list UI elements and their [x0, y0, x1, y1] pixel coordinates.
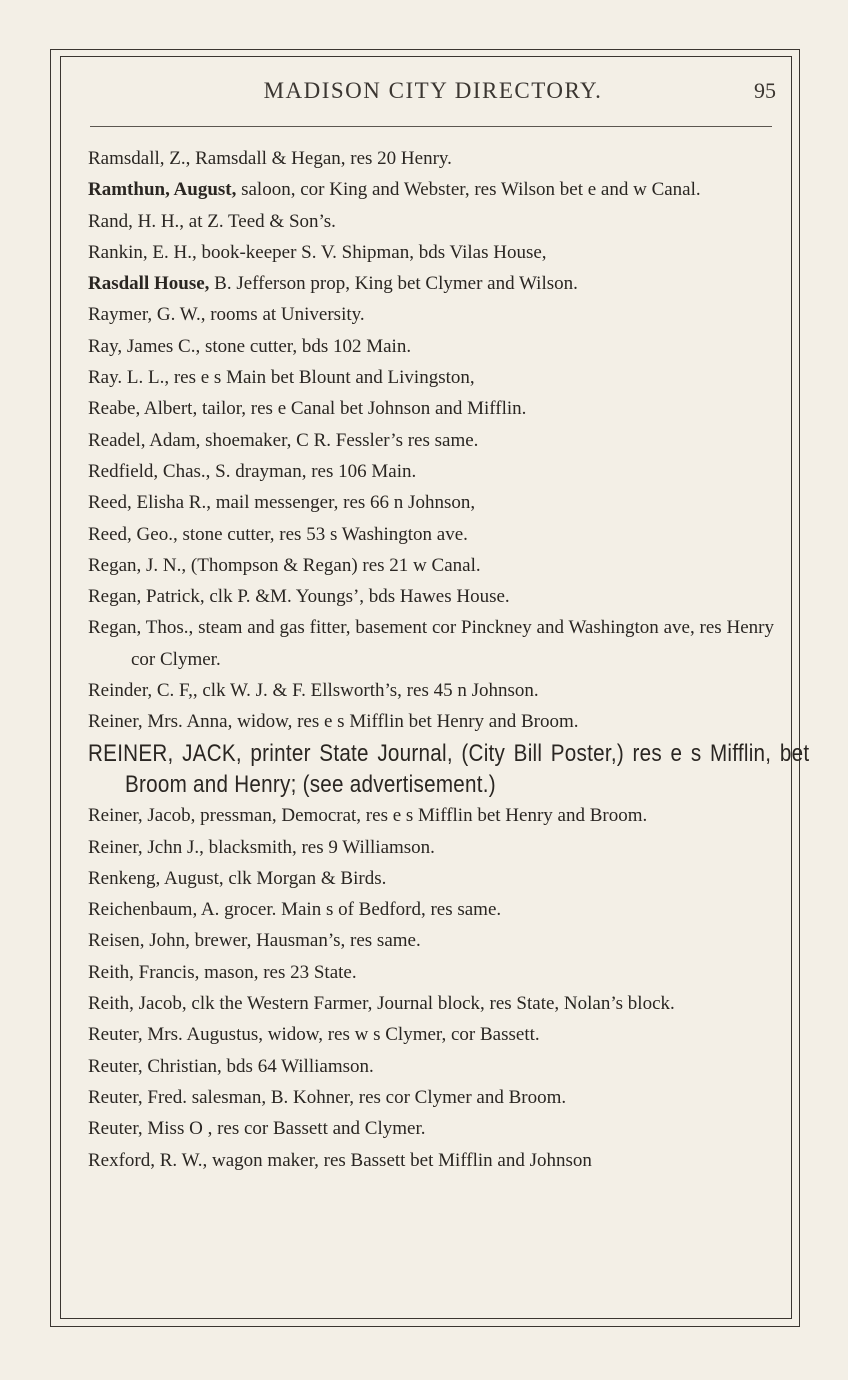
directory-entry [88, 832, 774, 863]
entry-text: Reed, Elisha R., mail messenger, res 66 n Johnson, [88, 492, 476, 514]
directory-entry [88, 894, 774, 925]
directory-entry [88, 1082, 774, 1113]
outer-border-bottom [50, 1326, 800, 1327]
entry-text: Redfield, Chas., S. drayman, res 106 Main. [88, 460, 417, 482]
entry-text: Reuter, Mrs. Augustus, widow, res w s Clymer, cor Bassett. [88, 1024, 540, 1046]
directory-entry [88, 362, 774, 393]
directory-entry [88, 268, 774, 299]
entry-text: Regan, Thos., steam and gas fitter, basement cor Pinckney and Washington ave, res Henry cor Clymer. [88, 617, 774, 670]
entry-business-name: Ramthun, August, [88, 179, 237, 201]
page-header [90, 78, 776, 110]
directory-entry [88, 800, 774, 831]
directory-entry [88, 487, 774, 518]
directory-entry [88, 925, 774, 956]
inner-border-left [60, 56, 61, 1318]
directory-entry [88, 393, 774, 424]
entry-text: saloon, cor King and Webster, res Wilson bet e and w Canal. [236, 179, 701, 201]
directory-entries [88, 143, 810, 1176]
entry-text: Reinder, C. F,, clk W. J. & F. Ellsworth’s, res 45 n Johnson. [88, 680, 539, 702]
entry-text: Reith, Francis, mason, res 23 State. [88, 961, 357, 983]
entry-text: Reiner, Jacob, pressman, Democrat, res e s Mifflin bet Henry and Broom. [88, 805, 648, 827]
directory-entry [88, 1113, 774, 1144]
entry-text: REINER, JACK, printer State Journal, (City Bill Poster,) res e s Mifflin, bet Broom and Henry; (see advertisement.) [88, 739, 810, 798]
entry-text: Raymer, G. W., rooms at University. [88, 304, 365, 326]
inner-border-top [60, 56, 792, 57]
entry-text: Reiner, Mrs. Anna, widow, res e s Mifflin bet Henry and Broom. [88, 711, 579, 733]
outer-border-right [799, 49, 800, 1326]
directory-entry [88, 1019, 774, 1050]
directory-entry [88, 143, 774, 174]
entry-text: Regan, Patrick, clk P. &M. Youngs’, bds Hawes House. [88, 586, 510, 608]
directory-entry [88, 331, 774, 362]
directory-entry [88, 237, 774, 268]
entry-text: Reith, Jacob, clk the Western Farmer, Journal block, res State, Nolan’s block. [88, 993, 675, 1015]
entry-business-name: Rasdall House, [88, 273, 210, 295]
entry-text: Reuter, Christian, bds 64 Williamson. [88, 1055, 374, 1077]
entry-text: Reiner, Jchn J., blacksmith, res 9 Williamson. [88, 836, 435, 858]
entry-text: Reisen, John, brewer, Hausman’s, res same. [88, 930, 421, 952]
directory-entry [88, 612, 774, 675]
directory-entry [88, 519, 774, 550]
entry-text: Rankin, E. H., book-keeper S. V. Shipman, bds Vilas House, [88, 241, 547, 263]
directory-entry [88, 299, 774, 330]
header-divider [90, 126, 772, 127]
entry-text: Reuter, Miss O , res cor Bassett and Clymer. [88, 1118, 426, 1140]
directory-entry [88, 988, 774, 1019]
directory-entry [88, 206, 774, 237]
entry-text: Rexford, R. W., wagon maker, res Bassett bet Mifflin and Johnson [88, 1149, 592, 1171]
directory-entry [88, 174, 774, 205]
directory-entry [88, 1051, 774, 1082]
directory-entry [88, 957, 774, 988]
entry-text: Reed, Geo., stone cutter, res 53 s Washington ave. [88, 523, 468, 545]
directory-entry [88, 581, 774, 612]
directory-entry [88, 1145, 774, 1176]
directory-entry [88, 456, 774, 487]
outer-border-top [50, 49, 800, 50]
inner-border-bottom [60, 1318, 792, 1319]
outer-border-left [50, 49, 51, 1326]
entry-text: Renkeng, August, clk Morgan & Birds. [88, 867, 387, 889]
entry-text: Readel, Adam, shoemaker, C R. Fessler’s res same. [88, 429, 479, 451]
entry-text: Rand, H. H., at Z. Teed & Son’s. [88, 210, 336, 232]
entry-text: Reabe, Albert, tailor, res e Canal bet Johnson and Mifflin. [88, 398, 527, 420]
directory-entry [88, 863, 774, 894]
entry-text: Reuter, Fred. salesman, B. Kohner, res cor Clymer and Broom. [88, 1086, 567, 1108]
entry-text: Ramsdall, Z., Ramsdall & Hegan, res 20 Henry. [88, 148, 452, 169]
entry-text: Regan, J. N., (Thompson & Regan) res 21 w Canal. [88, 554, 481, 576]
entry-text: Ray, James C., stone cutter, bds 102 Main. [88, 335, 412, 357]
entry-text: Ray. L. L., res e s Main bet Blount and Livingston, [88, 367, 475, 389]
entry-text: Reichenbaum, A. grocer. Main s of Bedford, res same. [88, 899, 502, 921]
directory-entry-advertisement [88, 738, 809, 801]
directory-entry [88, 706, 774, 737]
entry-text: B. Jefferson prop, King bet Clymer and Wilson. [209, 273, 578, 295]
directory-entry [88, 550, 774, 581]
inner-border-right [791, 56, 792, 1318]
page-number: 95 [754, 78, 776, 103]
directory-entry [88, 675, 774, 706]
page-title: MADISON CITY DIRECTORY. [263, 78, 603, 103]
directory-entry [88, 425, 774, 456]
